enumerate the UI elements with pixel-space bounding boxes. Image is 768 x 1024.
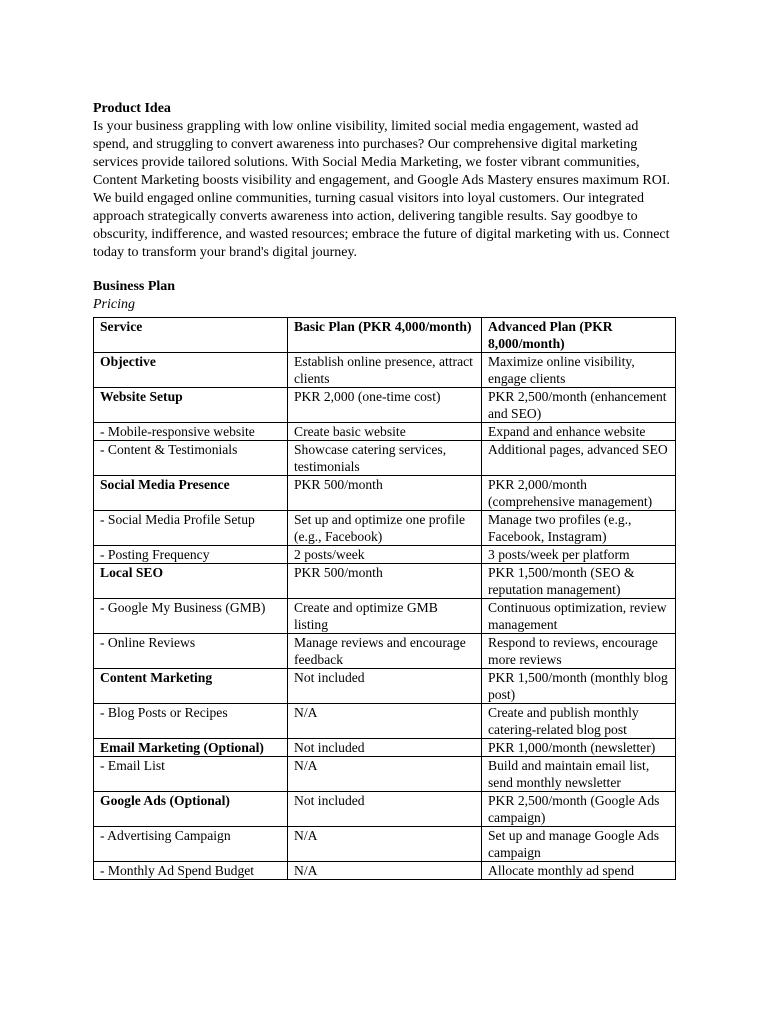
cell-service: Local SEO <box>94 564 288 599</box>
table-row <box>94 388 676 423</box>
cell-advanced-plan: Manage two profiles (e.g., Facebook, Instagram) <box>482 511 676 546</box>
cell-advanced-plan: PKR 1,500/month (monthly blog post) <box>482 669 676 704</box>
cell-basic-plan: PKR 2,000 (one-time cost) <box>288 388 482 423</box>
cell-advanced-plan: PKR 1,000/month (newsletter) <box>482 739 676 757</box>
cell-advanced-plan: PKR 2,000/month (comprehensive management) <box>482 476 676 511</box>
table-row <box>94 862 676 880</box>
table-row <box>94 739 676 757</box>
cell-service: Social Media Presence <box>94 476 288 511</box>
cell-basic-plan: N/A <box>288 862 482 880</box>
cell-basic-plan: Not included <box>288 669 482 704</box>
cell-advanced-plan: PKR 2,500/month (enhancement and SEO) <box>482 388 676 423</box>
pricing-subheading: Pricing <box>93 297 135 312</box>
table-row <box>94 546 676 564</box>
cell-basic-plan: N/A <box>288 704 482 739</box>
document-page <box>93 100 675 880</box>
cell-service: - Posting Frequency <box>94 546 288 564</box>
cell-basic-plan: Showcase catering services, testimonials <box>288 441 482 476</box>
table-header-row <box>94 318 676 353</box>
cell-advanced-plan: Expand and enhance website <box>482 423 676 441</box>
header-service: Service <box>94 318 288 353</box>
cell-advanced-plan: Continuous optimization, review management <box>482 599 676 634</box>
header-basic-plan: Basic Plan (PKR 4,000/month) <box>288 318 482 353</box>
business-plan-heading: Business Plan <box>93 279 176 294</box>
cell-advanced-plan: Additional pages, advanced SEO <box>482 441 676 476</box>
cell-advanced-plan: Build and maintain email list, send monthly newsletter <box>482 757 676 792</box>
cell-basic-plan: PKR 500/month <box>288 476 482 511</box>
table-row <box>94 827 676 862</box>
cell-advanced-plan: Allocate monthly ad spend <box>482 862 676 880</box>
cell-service: Email Marketing (Optional) <box>94 739 288 757</box>
cell-service: Google Ads (Optional) <box>94 792 288 827</box>
cell-service: - Monthly Ad Spend Budget <box>94 862 288 880</box>
header-advanced-plan: Advanced Plan (PKR 8,000/month) <box>482 318 676 353</box>
table-row <box>94 792 676 827</box>
table-row <box>94 704 676 739</box>
cell-basic-plan: Create and optimize GMB listing <box>288 599 482 634</box>
table-row <box>94 441 676 476</box>
table-row <box>94 353 676 388</box>
pricing-table-body <box>94 353 676 880</box>
table-row <box>94 669 676 704</box>
cell-advanced-plan: PKR 2,500/month (Google Ads campaign) <box>482 792 676 827</box>
table-row <box>94 634 676 669</box>
cell-advanced-plan: PKR 1,500/month (SEO & reputation management) <box>482 564 676 599</box>
cell-advanced-plan: 3 posts/week per platform <box>482 546 676 564</box>
cell-basic-plan: N/A <box>288 827 482 862</box>
table-row <box>94 511 676 546</box>
table-row <box>94 599 676 634</box>
cell-basic-plan: Establish online presence, attract clients <box>288 353 482 388</box>
table-row <box>94 423 676 441</box>
cell-basic-plan: PKR 500/month <box>288 564 482 599</box>
cell-basic-plan: Not included <box>288 792 482 827</box>
cell-service: - Advertising Campaign <box>94 827 288 862</box>
cell-advanced-plan: Maximize online visibility, engage clients <box>482 353 676 388</box>
cell-service: Website Setup <box>94 388 288 423</box>
cell-service: - Mobile-responsive website <box>94 423 288 441</box>
cell-advanced-plan: Set up and manage Google Ads campaign <box>482 827 676 862</box>
cell-advanced-plan: Create and publish monthly catering-related blog post <box>482 704 676 739</box>
cell-service: - Social Media Profile Setup <box>94 511 288 546</box>
cell-basic-plan: Set up and optimize one profile (e.g., Facebook) <box>288 511 482 546</box>
cell-basic-plan: Create basic website <box>288 423 482 441</box>
cell-service: - Content & Testimonials <box>94 441 288 476</box>
table-row <box>94 564 676 599</box>
cell-basic-plan: Manage reviews and encourage feedback <box>288 634 482 669</box>
cell-basic-plan: 2 posts/week <box>288 546 482 564</box>
cell-basic-plan: Not included <box>288 739 482 757</box>
pricing-table <box>93 317 676 880</box>
cell-advanced-plan: Respond to reviews, encourage more reviews <box>482 634 676 669</box>
cell-service: - Email List <box>94 757 288 792</box>
cell-service: - Online Reviews <box>94 634 288 669</box>
cell-service: - Google My Business (GMB) <box>94 599 288 634</box>
cell-service: Objective <box>94 353 288 388</box>
product-idea-heading: Product Idea <box>93 101 171 116</box>
cell-basic-plan: N/A <box>288 757 482 792</box>
table-row <box>94 757 676 792</box>
cell-service: - Blog Posts or Recipes <box>94 704 288 739</box>
cell-service: Content Marketing <box>94 669 288 704</box>
table-row <box>94 476 676 511</box>
product-idea-paragraph: Is your business grappling with low online visibility, limited social media engagement, wasted ad spend, and struggling to convert awareness into purchases? Our comprehensive digital marketing services provide tailored solutions. With Social Media Marketing, we foster vibrant communities, Content Marketing boosts visibility and engagement, and Google Ads Mastery ensures maximum ROI. We build engaged online communities, turning casual visitors into loyal customers. Our integrated approach strategically converts awareness into action, delivering tangible results. Say goodbye to obscurity, indifference, and wasted resources; embrace the future of digital marketing with us. Connect today to transform your brand's digital journey. <box>93 119 671 260</box>
